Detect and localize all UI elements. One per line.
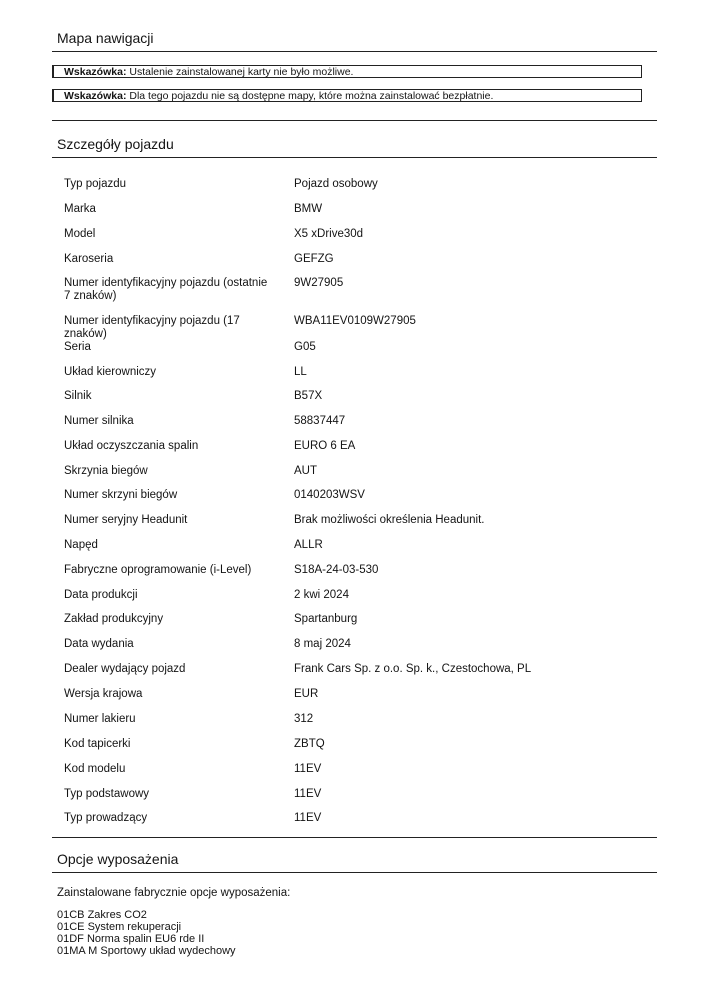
- detail-value: ALLR: [294, 539, 323, 551]
- detail-value: 11EV: [294, 763, 322, 775]
- detail-label: Data wydania: [64, 638, 134, 650]
- detail-label: Numer silnika: [64, 415, 134, 427]
- detail-label: Karoseria: [64, 253, 114, 265]
- vehicle-details-title: Szczegóły pojazdu: [57, 136, 174, 152]
- detail-value: Spartanburg: [294, 613, 358, 625]
- hint-box: [52, 89, 642, 102]
- detail-label: Numer identyfikacyjny pojazdu (17 znaków): [64, 315, 240, 340]
- detail-value: EUR: [294, 688, 319, 700]
- detail-row: [64, 203, 624, 225]
- detail-value: EURO 6 EA: [294, 440, 356, 452]
- detail-value: 58837447: [294, 415, 346, 427]
- detail-row: [64, 228, 624, 250]
- equipment-list: [57, 909, 236, 957]
- equipment-item: 01MA M Sportowy układ wydechowy: [57, 945, 236, 957]
- detail-value: LL: [294, 366, 307, 378]
- detail-label: Napęd: [64, 539, 98, 551]
- divider: [52, 157, 657, 158]
- detail-row: [64, 688, 624, 710]
- detail-value: G05: [294, 341, 316, 353]
- detail-label: Numer identyfikacyjny pojazdu (ostatnie 7 znaków): [64, 277, 268, 302]
- divider: [52, 51, 657, 52]
- detail-label: Kod tapicerki: [64, 738, 131, 750]
- detail-value: Pojazd osobowy: [294, 178, 378, 190]
- detail-value: GEFZG: [294, 253, 334, 265]
- detail-row: [64, 514, 624, 536]
- detail-value: 11EV: [294, 812, 322, 824]
- equipment-subtitle: Zainstalowane fabrycznie opcje wyposażenia:: [57, 887, 291, 899]
- detail-row: [64, 788, 624, 810]
- detail-value: X5 xDrive30d: [294, 228, 364, 240]
- detail-label: Silnik: [64, 390, 92, 402]
- detail-label: Typ podstawowy: [64, 788, 150, 800]
- detail-label: Model: [64, 228, 96, 240]
- detail-value: 2 kwi 2024: [294, 589, 349, 601]
- detail-label: Numer seryjny Headunit: [64, 514, 188, 526]
- detail-label: Fabryczne oprogramowanie (i-Level): [64, 564, 252, 576]
- detail-row: [64, 465, 624, 487]
- hint-text: Dla tego pojazdu nie są dostępne mapy, które można zainstalować bezpłatnie.: [126, 90, 494, 102]
- detail-label: Seria: [64, 341, 91, 353]
- detail-row: [64, 589, 624, 611]
- hint-box: [52, 65, 642, 78]
- hint-label: Wskazówka:: [64, 90, 127, 102]
- detail-row: [64, 277, 624, 302]
- detail-label: Data produkcji: [64, 589, 138, 601]
- detail-value: 8 maj 2024: [294, 638, 351, 650]
- detail-value: 0140203WSV: [294, 489, 365, 501]
- detail-value: 9W27905: [294, 277, 344, 289]
- detail-label: Typ pojazdu: [64, 178, 127, 190]
- detail-label: Numer skrzyni biegów: [64, 489, 178, 501]
- detail-label: Marka: [64, 203, 96, 215]
- detail-row: [64, 315, 624, 340]
- detail-value: 11EV: [294, 788, 322, 800]
- detail-row: [64, 564, 624, 586]
- navigation-map-title: Mapa nawigacji: [57, 30, 154, 46]
- detail-label: Typ prowadzący: [64, 812, 148, 824]
- detail-row: [64, 489, 624, 511]
- detail-label: Dealer wydający pojazd: [64, 663, 186, 675]
- detail-label: Numer lakieru: [64, 713, 136, 725]
- divider: [52, 872, 657, 873]
- detail-row: [64, 713, 624, 735]
- detail-value: ZBTQ: [294, 738, 325, 750]
- detail-value: WBA11EV0109W27905: [294, 315, 416, 327]
- detail-label: Skrzynia biegów: [64, 465, 148, 477]
- detail-label: Wersja krajowa: [64, 688, 143, 700]
- detail-row: [64, 763, 624, 785]
- detail-row: [64, 415, 624, 437]
- divider: [52, 120, 657, 121]
- detail-value: B57X: [294, 390, 323, 402]
- detail-label: Układ kierowniczy: [64, 366, 157, 378]
- detail-label: Zakład produkcyjny: [64, 613, 164, 625]
- divider: [52, 837, 657, 838]
- detail-row: [64, 738, 624, 760]
- equipment-item: 01CB Zakres CO2: [57, 909, 147, 921]
- detail-value: Frank Cars Sp. z o.o. Sp. k., Czestochowa, PL: [294, 663, 532, 675]
- detail-row: [64, 390, 624, 412]
- equipment-item: 01CE System rekuperacji: [57, 921, 182, 933]
- detail-label: Układ oczyszczania spalin: [64, 440, 199, 452]
- detail-row: [64, 366, 624, 388]
- detail-row: [64, 638, 624, 660]
- detail-value: AUT: [294, 465, 317, 477]
- hint-text: Ustalenie zainstalowanej karty nie było możliwe.: [126, 66, 354, 78]
- detail-value: Brak możliwości określenia Headunit.: [294, 514, 485, 526]
- detail-row: [64, 253, 624, 275]
- detail-value: 312: [294, 713, 314, 725]
- detail-value: BMW: [294, 203, 323, 215]
- equipment-item: 01DF Norma spalin EU6 rde II: [57, 933, 205, 945]
- hint-label: Wskazówka:: [64, 66, 127, 78]
- equipment-title: Opcje wyposażenia: [57, 851, 179, 867]
- detail-value: S18A-24-03-530: [294, 564, 379, 576]
- detail-row: [64, 663, 624, 685]
- detail-row: [64, 440, 624, 462]
- detail-row: [64, 613, 624, 635]
- detail-row: [64, 812, 624, 834]
- detail-row: [64, 341, 624, 363]
- detail-row: [64, 178, 624, 200]
- detail-label: Kod modelu: [64, 763, 126, 775]
- detail-row: [64, 539, 624, 561]
